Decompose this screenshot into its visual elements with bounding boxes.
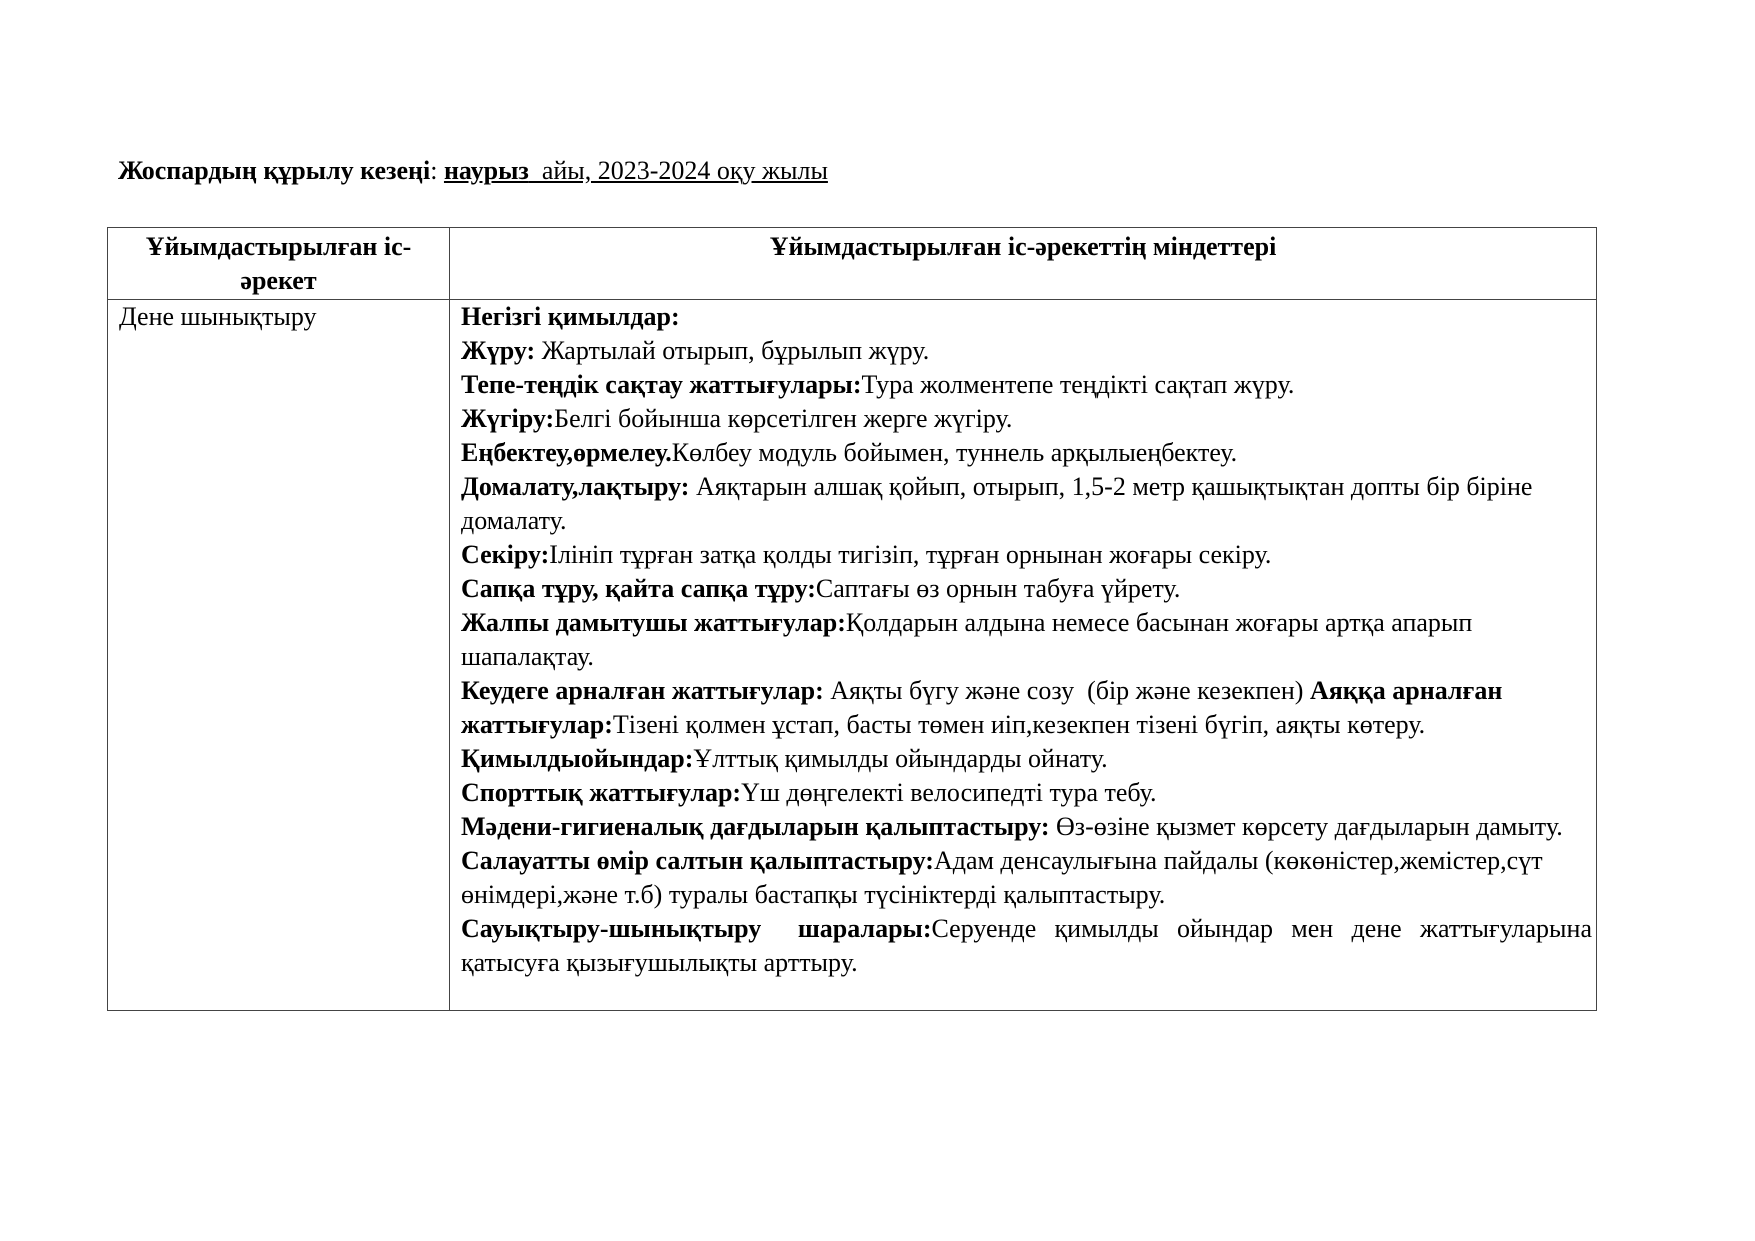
header-activity: Ұйымдастырылған іс-әрекет — [108, 228, 450, 300]
task-line: Сапқа тұру, қайта сапқа тұру:Саптағы өз орнын табуға үйрету. — [461, 574, 1181, 603]
plan-period-colon: : — [430, 156, 444, 185]
activity-name-cell: Дене шынықтыру — [108, 300, 450, 1011]
task-line: Сауықтыру-шынықтыру шаралары:Серуенде қимылды ойындар мен дене жаттығуларына қатысуға қызығушылықты арттыру. — [461, 914, 1592, 977]
table-row — [108, 300, 1597, 1011]
task-line: Тепе-теңдік сақтау жаттығулары:Тура жолментепе теңдікті сақтап жүру. — [461, 370, 1295, 399]
plan-period-month: наурыз — [443, 156, 529, 185]
table-header-row — [108, 228, 1597, 300]
task-line: Жүгіру:Белгі бойынша көрсетілген жерге жүгіру. — [461, 404, 1013, 433]
tasks-cell — [450, 300, 1597, 1011]
task-line: Жалпы дамытушы жаттығулар:Қолдарын алдына немесе басынан жоғары артқа апарып шапалақтау. — [461, 608, 1473, 671]
task-line: Секіру:Ілініп тұрған затқа қолды тигізіп, тұрған орнынан жоғары секіру. — [461, 540, 1272, 569]
task-line: Еңбектеу,өрмелеу.Көлбеу модуль бойымен, туннель арқылыеңбектеу. — [461, 438, 1238, 467]
task-line: Мәдени-гигиеналық дағдыларын қалыптастыру: Өз-өзіне қызмет көрсету дағдыларын дамыту. — [461, 812, 1563, 841]
plan-period-heading — [118, 154, 828, 188]
task-line: Спорттық жаттығулар:Үш дөңгелекті велосипедті тура тебу. — [461, 778, 1157, 807]
plan-period-year: айы, 2023-2024 оқу жылы — [528, 156, 828, 185]
task-line: Қимылдыойындар:Ұлттық қимылды ойындарды ойнату. — [461, 744, 1108, 773]
plan-period-label: Жоспардың құрылу кезеңі — [118, 156, 431, 185]
task-line: Салауатты өмір салтын қалыптастыру:Адам денсаулығына пайдалы (көкөністер,жемістер,сүт өнімдері,және т.б) туралы бастапқы түсініктерді қалыптастыру. — [461, 846, 1543, 909]
task-line: Негізгі қимылдар: — [461, 302, 680, 331]
activity-plan-table — [107, 227, 1597, 1011]
header-tasks: Ұйымдастырылған іс-әрекеттің міндеттері — [450, 228, 1597, 300]
task-line: Домалату,лақтыру: Аяқтарын алшақ қойып, отырып, 1,5-2 метр қашықтықтан допты бір біріне домалату. — [461, 472, 1533, 535]
task-line: Кеудеге арналған жаттығулар: Аяқты бүгу және созу (бір және кезекпен) Аяққа арналған жаттығулар:Тізені қолмен ұстап, басты төмен иіп,кезекпен тізені бүгіп, аяқты көтеру. — [461, 676, 1503, 739]
task-line: Жүру: Жартылай отырып, бұрылып жүру. — [461, 336, 930, 365]
